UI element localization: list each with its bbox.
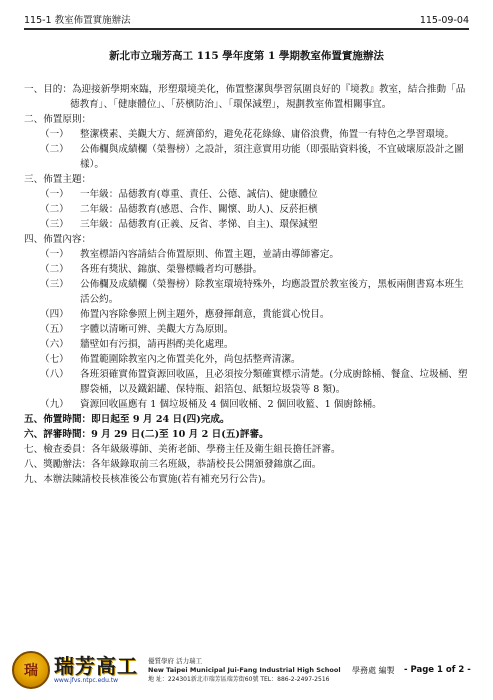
section-number: 一、	[24, 84, 44, 95]
item-label: （三）	[40, 279, 69, 290]
item-label: （二）	[40, 144, 69, 155]
section-number: 五、	[24, 414, 44, 425]
section-text: 佈置主題：	[43, 174, 92, 185]
item-text: 佈置內容除參照上例主題外，應發揮創意，貴能賞心悅目。	[80, 309, 330, 320]
section-text: 本辦法陳請校長核准後公布實施(若有補充另行公告)。	[43, 474, 272, 485]
item-label: （三）	[40, 219, 69, 230]
page-number: - Page 1 of 2 -	[404, 665, 471, 675]
section-number: 九、	[24, 474, 44, 485]
school-name-en: New Taipei Municipal Jui-Fang Industrial High School	[148, 665, 341, 674]
section-3	[24, 172, 469, 187]
section-1	[24, 82, 469, 112]
item-text: 佈置範圍除教室內之佈置美化外，尚包括整齊清潔。	[80, 354, 301, 365]
section-text: 目的：為迎接新學期來臨，形塑環境美化，佈置整潔與學習氛圍良好的『境教』教室，結合推動「品德教育」、「健康體位」、「菸檳防治」、「環保減塑」，規劃教室佈置相關事宜。	[43, 84, 466, 110]
school-seal-icon: 瑞	[12, 651, 50, 689]
section-number: 八、	[24, 459, 44, 470]
list-item	[40, 262, 469, 277]
document-body	[24, 82, 469, 487]
list-item	[40, 322, 469, 337]
section-text: 檢查委員：各年級級導師、美術老師、學務主任及衛生組長擔任評審。	[43, 444, 341, 455]
section-2	[24, 112, 469, 127]
section-9	[24, 472, 469, 487]
section-text: 佈置內容：	[43, 234, 92, 245]
item-label: （一）	[40, 189, 69, 200]
list-item	[40, 142, 469, 172]
list-item	[40, 187, 469, 202]
page-footer	[12, 648, 481, 692]
section-number: 七、	[24, 444, 44, 455]
item-label: （二）	[40, 264, 69, 275]
list-item	[40, 307, 469, 322]
item-text: 一年級：品德教育(尊重、責任、公德、誠信)、健康體位	[80, 189, 318, 200]
section-4	[24, 232, 469, 247]
item-label: （六）	[40, 339, 69, 350]
item-text: 各班須確實佈置資源回收區，且必須按分類確實標示清楚。(分成廚餘桶、餐盒、垃圾桶、塑膠袋桶，以及鐵鋁罐、保特瓶、鋁箔包、紙類垃圾袋等 8 類)。	[80, 369, 468, 395]
logo-name: 瑞芳高工	[54, 654, 138, 678]
item-label: （四）	[40, 309, 69, 320]
section-number: 六、	[24, 429, 44, 440]
item-label: （一）	[40, 249, 69, 260]
list-item	[40, 397, 469, 412]
item-text: 整潔樸素、美觀大方、經濟節約，避免花花綠綠、庸俗浪費，佈置一有特色之學習環境。	[80, 129, 455, 140]
section-text: 佈置時間：即日起至 9 月 24 日(四)完成。	[43, 414, 230, 425]
document-title: 新北市立瑞芳高工 115 學年度第 1 學期教室佈置實施辦法	[109, 50, 384, 62]
doc-date: 115-09-04	[419, 15, 469, 26]
list-item	[40, 247, 469, 262]
item-text: 教室標語內容請結合佈置原則、佈置主題，並請由導師審定。	[80, 249, 340, 260]
school-slogan: 優質學府 活力瑞工	[148, 656, 203, 665]
list-item	[40, 217, 469, 232]
section-text: 佈置原則：	[43, 114, 92, 125]
item-text: 牆壁如有污損，請再斟酌美化處理。	[80, 339, 234, 350]
list-item	[40, 352, 469, 367]
section-text: 獎勵辦法：各年級錄取前三名班級，恭請校長公開頒發錦旗乙面。	[43, 459, 322, 470]
item-label: （五）	[40, 324, 69, 335]
list-item	[40, 337, 469, 352]
editor-label: 學務處 編製	[352, 665, 395, 675]
section-7	[24, 442, 469, 457]
list-item	[40, 277, 469, 307]
section-5	[24, 412, 469, 427]
page-header	[24, 4, 469, 30]
school-address: 地 址：224301新北市瑞芳區瑞芳街60號 TEL：886-2-2497-2516	[148, 675, 330, 683]
section-text: 評審時間：9 月 29 日(二)至 10 月 2 日(五)評審。	[43, 429, 269, 440]
school-logo	[12, 648, 142, 692]
item-label: （九）	[40, 399, 69, 410]
section-6	[24, 427, 469, 442]
section-number: 二、	[24, 114, 44, 125]
item-text: 各班有獎狀、錦旗、榮譽標幟者均可懸掛。	[80, 264, 263, 275]
item-text: 字體以清晰可辨、美觀大方為原則。	[80, 324, 234, 335]
item-label: （二）	[40, 204, 69, 215]
item-label: （七）	[40, 354, 69, 365]
section-number: 三、	[24, 174, 44, 185]
item-text: 公佈欄與成績欄（榮譽榜）之設計，須注意實用功能（即張貼資料後，不宜破壞原設計之圖樣）。	[80, 144, 464, 170]
section-number: 四、	[24, 234, 44, 245]
list-item	[40, 202, 469, 217]
item-label: （一）	[40, 129, 69, 140]
school-info	[148, 657, 348, 684]
logo-url: www.jfvs.ntpc.edu.tw	[54, 677, 119, 684]
list-item	[40, 127, 469, 142]
list-item	[40, 367, 469, 397]
item-label: （八）	[40, 369, 69, 380]
item-text: 三年級：品德教育(正義、反省、孝悌、自主)、環保減塑	[80, 219, 318, 230]
item-text: 公佈欄及成績欄（榮譽榜）除教室環境特殊外，均應設置於教室後方，黑板兩側書寫本班生活公約。	[80, 279, 464, 305]
item-text: 資源回收區應有 1 個垃圾桶及 4 個回收桶、2 個回收籃、1 個廚餘桶。	[80, 399, 382, 410]
section-8	[24, 457, 469, 472]
doc-code: 115-1 教室佈置實施辦法	[24, 15, 131, 26]
item-text: 二年級：品德教育(感恩、合作、關懷、助人)、反菸拒檳	[80, 204, 318, 215]
